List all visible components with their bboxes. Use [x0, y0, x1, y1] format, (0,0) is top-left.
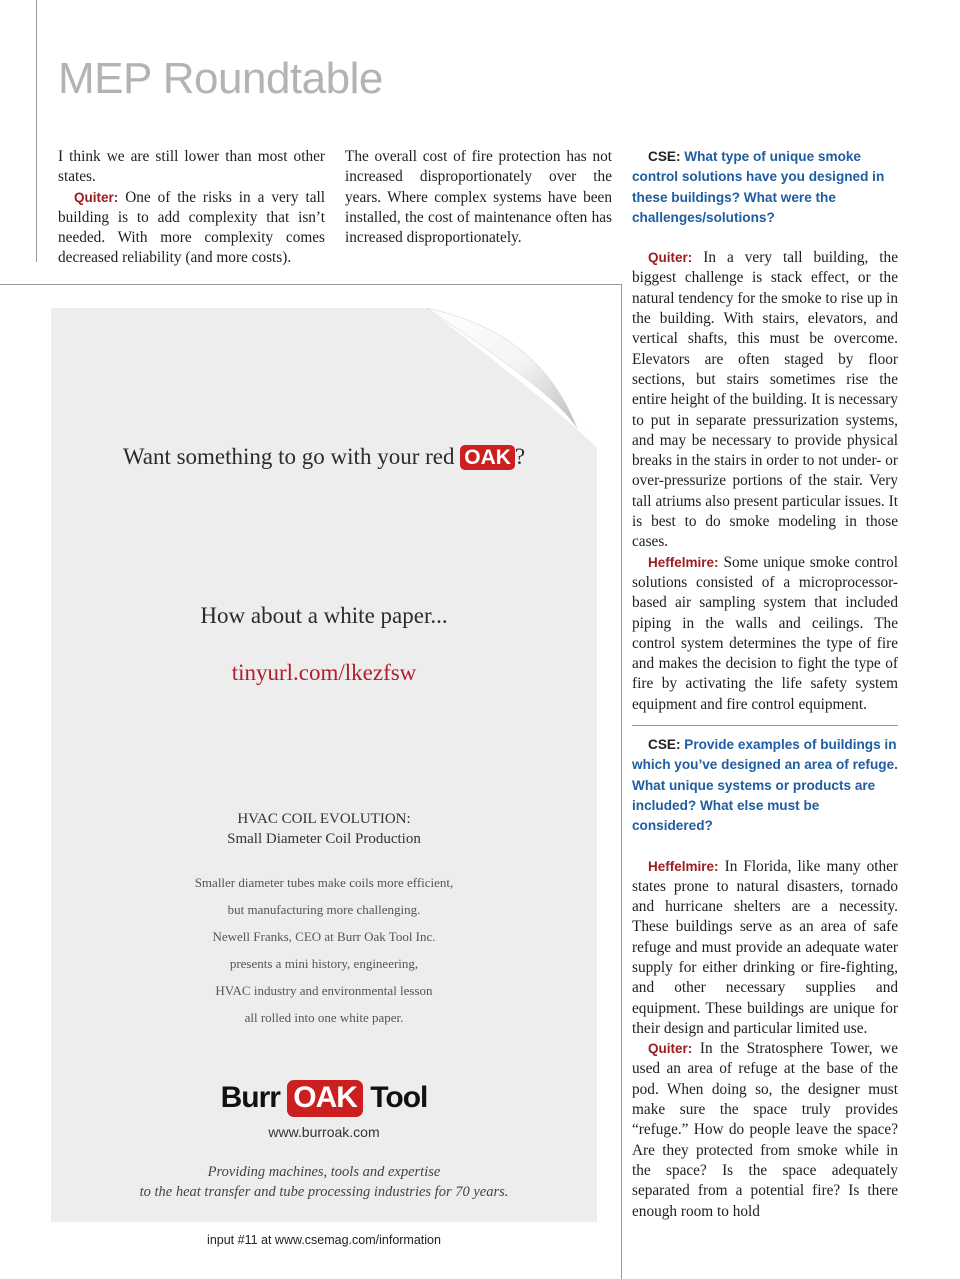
- answer: [632, 857, 898, 1040]
- white-paper-title: HVAC COIL EVOLUTION:: [237, 811, 411, 827]
- question-label: CSE:: [648, 737, 681, 753]
- reader-service-footer: input #11 at www.csemag.com/information: [207, 1233, 441, 1247]
- speaker-name: Heffelmire:: [648, 858, 719, 874]
- speaker-name: Quiter:: [648, 1041, 693, 1057]
- question-text: Provide examples of buildings in which you’ve designed an area of refuge. What unique systems or products are included? What else must be considered?: [632, 737, 898, 834]
- speaker-name: Quiter:: [74, 189, 119, 205]
- answer-text: Some unique smoke control solutions consisted of a microprocessor-based air sampling system that included piping in the walls and ceilings. The control system determines the type of fire and makes the decision to fight the type of fire by activating the life safety system equipment and fire control equipment.: [632, 553, 898, 713]
- answer-text: In a very tall building, the biggest challenge is stack effect, or the natural tendency for the smoke to rise up in the building. With stairs, elevators, and vertical shafts, this must be overcome. Elevators are often staged by floor sections, but stairs sometimes rise the entire height of the building. It is necessary to put in separate pressurization systems, and may be necessary to provide physical breaks in the stairs in order to not under- or over-pressurize portions of the stair. Very tall atriums also present particular issues. It is best to do smoke modeling in those cases.: [632, 249, 898, 551]
- paragraph: I think we are still lower than most other states.: [58, 148, 325, 186]
- article-column-1: [58, 147, 325, 269]
- article-column-3: [632, 147, 898, 1222]
- burr-oak-tool-logo: Burr OAK Tool: [51, 1080, 597, 1117]
- speaker-name: Quiter:: [648, 250, 693, 266]
- article-column-2: [345, 147, 612, 248]
- question-divider: [632, 715, 898, 726]
- answer: [632, 1039, 898, 1222]
- question: [632, 147, 898, 228]
- description-line: presents a mini history, engineering,: [229, 956, 419, 971]
- description-line: Smaller diameter tubes make coils more efficient,: [194, 875, 454, 890]
- paragraph: The overall cost of fire protection has not increased disproportionately over the years. Where complex systems have been installed, the cost of maintenance often has increased disproportionately.: [345, 148, 612, 247]
- question-label: CSE:: [648, 149, 681, 164]
- description-line: all rolled into one white paper.: [244, 1010, 404, 1025]
- description-line: Newell Franks, CEO at Burr Oak Tool Inc.: [212, 929, 436, 944]
- tagline-line-1: Providing machines, tools and expertise: [207, 1164, 441, 1180]
- white-paper-description: [51, 869, 597, 1031]
- paragraph: [58, 188, 325, 269]
- ad-url-link[interactable]: tinyurl.com/lkezfsw: [231, 660, 417, 685]
- ad-subhead: How about a white paper...: [200, 603, 448, 628]
- speaker-name: Heffelmire:: [648, 554, 719, 570]
- page-curl-graphic: [397, 308, 597, 448]
- oak-logo-badge: OAK: [460, 445, 515, 470]
- description-line: HVAC industry and environmental lesson: [215, 983, 433, 998]
- paragraph-text: One of the risks in a very tall building is to add complexity that isn’t needed. With more complexity comes decreased reliability (and more costs).: [58, 188, 325, 267]
- ad-headline: Want something to go with your red OAK ?: [122, 444, 526, 469]
- answer: [632, 553, 898, 715]
- answer-text: In the Stratosphere Tower, we used an area of refuge at the base of the pod. When doing so, the designer must make sure the space truly provides “refuge.” How do people leave the space? Are they protected from smoke while in the space? Is the space adequately separated from a potential fire? Is there enough room to hold: [632, 1040, 898, 1220]
- description-line: but manufacturing more challenging.: [227, 902, 421, 917]
- ad-right-rule: [621, 284, 622, 1279]
- website-link[interactable]: www.burroak.com: [268, 1124, 380, 1140]
- answer-text: In Florida, like many other states prone to natural disasters, tornado and hurricane shelters are a necessity. These buildings serve as an area of safe refuge and must provide an adequate water supply for either drinking or fire-fighting, and other necessary supplies and equipment. These buildings are unique for their design and particular limited use.: [632, 857, 898, 1037]
- question: [632, 735, 898, 836]
- question-text: What type of unique smoke control solutions have you designed in these buildings? What were the challenges/solutions?: [632, 149, 885, 225]
- left-rule: [36, 0, 37, 262]
- tagline-line-2: to the heat transfer and tube processing industries for 70 years.: [139, 1184, 509, 1200]
- white-paper-subtitle: Small Diameter Coil Production: [227, 831, 421, 847]
- advertisement[interactable]: [51, 308, 597, 1222]
- ad-top-rule: [0, 284, 622, 285]
- answer: [632, 248, 898, 552]
- section-title: MEP Roundtable: [58, 54, 383, 103]
